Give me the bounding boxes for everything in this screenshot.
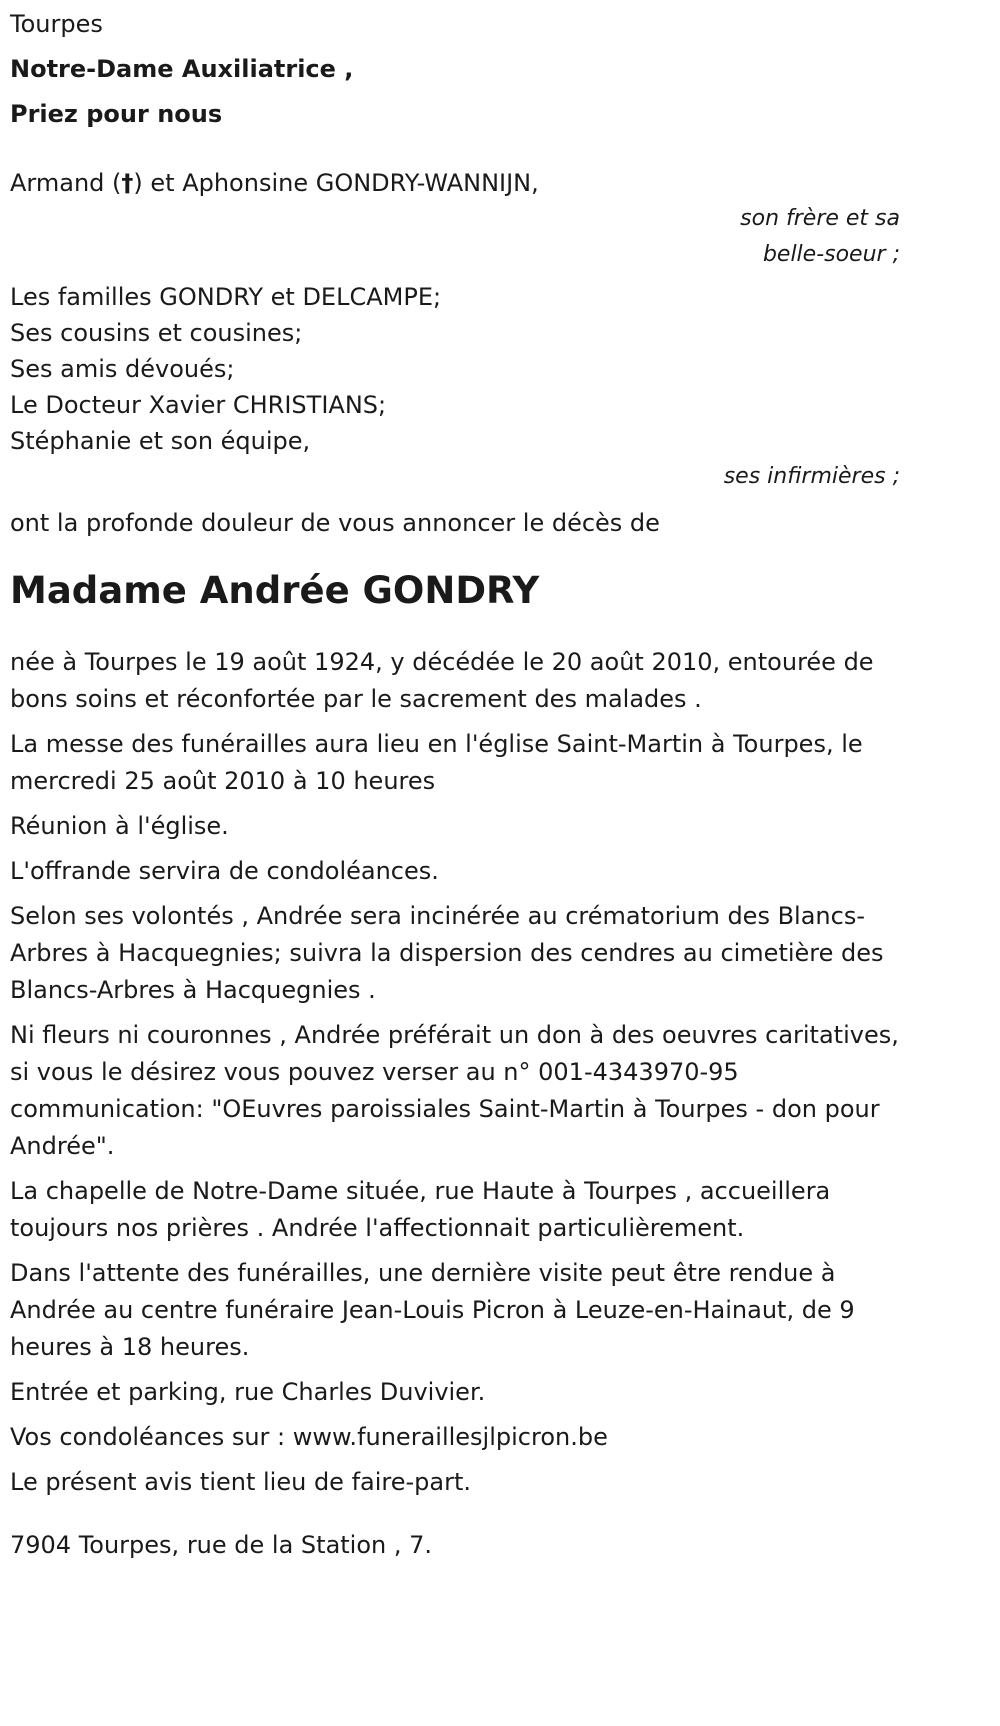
chapel-paragraph: La chapelle de Notre-Dame située, rue Haute à Tourpes , accueillera toujours nos prières . Andrée l'affectionnait particulièrement. (10, 1177, 831, 1242)
faire-part-paragraph: Le présent avis tient lieu de faire-part. (10, 1468, 472, 1496)
obituary-notice (10, 0, 900, 1563)
cremation-paragraph: Selon ses volontés , Andrée sera incinérée au crématorium des Blancs-Arbres à Hacquegnies; suivra la dispersion des cendres au cimetière des Blancs-Arbres à Hacquegnies . (10, 902, 884, 1004)
family-main-names (10, 165, 900, 201)
parking-paragraph: Entrée et parking, rue Charles Duvivier. (10, 1378, 486, 1406)
family-address: 7904 Tourpes, rue de la Station , 7. (10, 1531, 433, 1559)
main-names-before: Armand ( (10, 169, 122, 197)
family-member: Ses amis dévoués; (10, 355, 235, 383)
deceased-name: Madame Andrée GONDRY (10, 569, 540, 612)
notice-body (10, 644, 900, 1501)
family-member: Stéphanie et son équipe, (10, 427, 311, 455)
cross-icon: † (121, 169, 134, 197)
main-relation-line-1: son frère et sa (740, 206, 900, 231)
birth-death-paragraph: née à Tourpes le 19 août 1924, y décédée le 20 août 2010, entourée de bons soins et réconfortée par le sacrement des malades . (10, 648, 874, 713)
main-relation-line-2: belle-soeur ; (762, 242, 900, 267)
main-names-after: ) et Aphonsine GONDRY-WANNIJN, (133, 169, 539, 197)
prayer-line-1: Notre-Dame Auxiliatrice , (10, 55, 354, 83)
donation-paragraph: Ni fleurs ni couronnes , Andrée préférait un don à des oeuvres caritatives, si vous le désirez vous pouvez verser au n° 001-4343970-95 communication: "OEuvres paroissiales Saint-Martin à Tourpes - don pour Andrée". (10, 1021, 899, 1160)
family-member: Les familles GONDRY et DELCAMPE; (10, 283, 442, 311)
family-list (10, 279, 900, 459)
family-member: Ses cousins et cousines; (10, 319, 303, 347)
visit-paragraph: Dans l'attente des funérailles, une dernière visite peut être rendue à Andrée au centre funéraire Jean-Louis Picron à Leuze-en-Hainaut, de 9 heures à 18 heures. (10, 1259, 855, 1361)
nurses-relation: ses infirmières ; (723, 464, 900, 489)
funeral-mass-paragraph: La messe des funérailles aura lieu en l'église Saint-Martin à Tourpes, le mercredi 25 août 2010 à 10 heures (10, 730, 863, 795)
offering-paragraph: L'offrande servira de condoléances. (10, 857, 439, 885)
family-member: Le Docteur Xavier CHRISTIANS; (10, 391, 387, 419)
announcement-text: ont la profonde douleur de vous annoncer le décès de (10, 509, 660, 537)
header-place: Tourpes (10, 10, 103, 38)
meeting-paragraph: Réunion à l'église. (10, 812, 229, 840)
condolences-paragraph: Vos condoléances sur : www.funeraillesjlpicron.be (10, 1423, 608, 1451)
prayer-line-2: Priez pour nous (10, 100, 223, 128)
family-section (10, 165, 900, 495)
